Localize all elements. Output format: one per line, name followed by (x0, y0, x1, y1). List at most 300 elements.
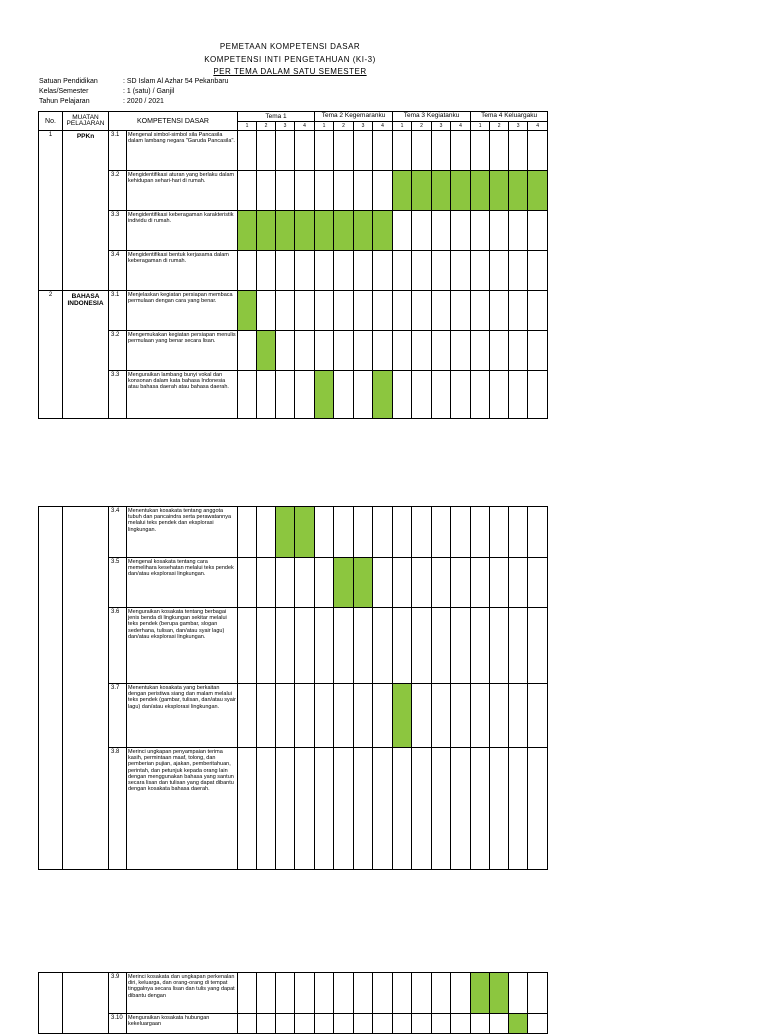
week-cell (490, 131, 509, 171)
week-cell (412, 507, 432, 558)
meta-value-satuan: : SD Islam Al Azhar 54 Pekanbaru (123, 78, 229, 85)
kd-number: 3.9 (109, 973, 127, 1014)
week-cell (490, 608, 509, 684)
week-cell (334, 211, 354, 251)
table-row (39, 684, 548, 748)
week-cell (509, 171, 528, 211)
week-cell (257, 973, 276, 1014)
week-cell (354, 331, 373, 371)
kd-description: Mengenal kosakata tentang cara memelihara kesehatan melalui teks pendek dan/atau eksplorasi lingkungan. (127, 558, 238, 608)
table-row (39, 608, 548, 684)
row-number (39, 558, 63, 608)
week-cell (257, 291, 276, 331)
week-cell (276, 558, 295, 608)
subject-name (63, 507, 109, 558)
week-cell (412, 251, 432, 291)
kd-number: 3.8 (109, 748, 127, 870)
week-cell (451, 371, 471, 419)
week-cell (451, 684, 471, 748)
week-cell (509, 973, 528, 1014)
row-number (39, 684, 63, 748)
week-cell (471, 684, 490, 748)
week-cell (432, 131, 451, 171)
week-cell (354, 131, 373, 171)
kd-description: Menguraikan kosakata hubungan kekeluargaan (127, 1014, 238, 1034)
week-cell (276, 371, 295, 419)
week-cell (257, 171, 276, 211)
week-cell (451, 608, 471, 684)
week-header: 4 (373, 122, 393, 131)
week-cell (451, 171, 471, 211)
week-cell (257, 211, 276, 251)
week-cell (295, 291, 315, 331)
week-cell (451, 507, 471, 558)
week-cell (295, 171, 315, 211)
week-cell (528, 608, 548, 684)
week-cell (432, 507, 451, 558)
meta-label-satuan: Satuan Pendidikan (39, 78, 98, 85)
week-cell (432, 331, 451, 371)
week-cell (412, 131, 432, 171)
week-cell (315, 748, 334, 870)
week-cell (295, 331, 315, 371)
week-header: 2 (490, 122, 509, 131)
week-cell (257, 331, 276, 371)
row-number (39, 973, 63, 1014)
meta-value-tahun: : 2020 / 2021 (123, 98, 164, 105)
kd-description: Menentukan kosakata yang berkaitan dengan peristiwa siang dan malam melalui teks pendek (gambar, tulisan, dan/atau syair lagu) dan/atau eksplorasi lingkungan. (127, 684, 238, 748)
week-cell (451, 748, 471, 870)
week-cell (490, 973, 509, 1014)
week-cell (373, 131, 393, 171)
table-row (39, 291, 548, 331)
week-cell (315, 973, 334, 1014)
week-cell (354, 558, 373, 608)
week-cell (509, 748, 528, 870)
week-cell (490, 171, 509, 211)
week-cell (295, 251, 315, 291)
week-cell (334, 291, 354, 331)
week-cell (276, 251, 295, 291)
week-cell (528, 131, 548, 171)
week-cell (238, 131, 257, 171)
week-cell (412, 973, 432, 1014)
week-cell (393, 684, 412, 748)
week-cell (373, 507, 393, 558)
kd-number: 3.7 (109, 684, 127, 748)
kd-description: Menentukan kosakata tentang anggota tubuh dan pancaindra serta perawatannya melalui teks pendek dan eksplorasi lingkungan. (127, 507, 238, 558)
week-cell (238, 748, 257, 870)
week-cell (412, 171, 432, 211)
subject-name (63, 251, 109, 291)
week-cell (238, 608, 257, 684)
week-cell (528, 507, 548, 558)
week-cell (334, 371, 354, 419)
week-header: 3 (432, 122, 451, 131)
week-cell (412, 748, 432, 870)
subject-name: BAHASA INDONESIA (63, 291, 109, 331)
week-cell (276, 331, 295, 371)
table-row (39, 131, 548, 171)
kd-number: 3.2 (109, 171, 127, 211)
week-cell (393, 171, 412, 211)
week-cell (238, 973, 257, 1014)
week-cell (276, 211, 295, 251)
week-cell (354, 251, 373, 291)
subject-name (63, 371, 109, 419)
week-cell (334, 507, 354, 558)
week-cell (354, 371, 373, 419)
week-cell (528, 251, 548, 291)
week-cell (432, 171, 451, 211)
week-cell (334, 558, 354, 608)
week-cell (471, 973, 490, 1014)
week-cell (295, 748, 315, 870)
kd-number: 3.3 (109, 211, 127, 251)
week-cell (354, 171, 373, 211)
week-cell (471, 748, 490, 870)
week-cell (373, 251, 393, 291)
week-cell (471, 331, 490, 371)
week-cell (432, 608, 451, 684)
week-cell (528, 331, 548, 371)
kd-description: Merinci kosakata dan ungkapan perkenalan diri, keluarga, dan orang-orang di tempat tinggalnya secara lisan dan tulis yang dapat dibantu dengan (127, 973, 238, 1014)
week-cell (238, 331, 257, 371)
week-cell (393, 331, 412, 371)
kd-number: 3.1 (109, 131, 127, 171)
week-header: 4 (451, 122, 471, 131)
meta-value-kelas: : 1 (satu) / Ganjil (123, 88, 175, 95)
meta-label-tahun: Tahun Pelajaran (39, 98, 90, 105)
subject-name (63, 608, 109, 684)
week-cell (238, 251, 257, 291)
kd-mapping-table-continued (38, 506, 548, 870)
week-cell (295, 211, 315, 251)
week-header: 1 (238, 122, 257, 131)
week-cell (354, 211, 373, 251)
week-cell (528, 211, 548, 251)
week-cell (315, 291, 334, 331)
week-cell (432, 558, 451, 608)
week-cell (276, 507, 295, 558)
kd-number: 3.5 (109, 558, 127, 608)
week-header: 3 (509, 122, 528, 131)
week-cell (471, 558, 490, 608)
week-cell (432, 684, 451, 748)
week-cell (315, 331, 334, 371)
week-cell (393, 558, 412, 608)
subject-name: PPKn (63, 131, 109, 171)
table-row (39, 748, 548, 870)
week-cell (257, 558, 276, 608)
week-cell (393, 131, 412, 171)
title-line-2: KOMPETENSI INTI PENGETAHUAN (KI-3) (204, 55, 376, 64)
week-cell (471, 131, 490, 171)
kd-number: 3.2 (109, 331, 127, 371)
week-cell (257, 748, 276, 870)
week-cell (334, 973, 354, 1014)
row-number: 1 (39, 131, 63, 171)
week-cell (334, 171, 354, 211)
week-cell (315, 608, 334, 684)
week-cell (471, 171, 490, 211)
week-cell (315, 211, 334, 251)
subject-name (63, 684, 109, 748)
week-cell (509, 507, 528, 558)
week-cell (354, 507, 373, 558)
week-cell (238, 507, 257, 558)
week-header: 3 (354, 122, 373, 131)
week-cell (373, 748, 393, 870)
week-cell (373, 171, 393, 211)
week-cell (432, 371, 451, 419)
week-cell (354, 684, 373, 748)
week-cell (490, 211, 509, 251)
subject-name (63, 973, 109, 1014)
week-cell (509, 558, 528, 608)
week-cell (528, 558, 548, 608)
table-row (39, 507, 548, 558)
kd-description: Mengidentifikasi aturan yang berlaku dalam kehidupan sehari-hari di rumah. (127, 171, 238, 211)
week-header: 2 (412, 122, 432, 131)
title-line-3: PER TEMA DALAM SATU SEMESTER (213, 67, 367, 76)
week-header: 2 (257, 122, 276, 131)
week-cell (451, 973, 471, 1014)
week-cell (238, 211, 257, 251)
week-header: 4 (295, 122, 315, 131)
week-cell (334, 131, 354, 171)
week-cell (315, 171, 334, 211)
week-header: 4 (528, 122, 548, 131)
week-cell (257, 608, 276, 684)
table-row (39, 558, 548, 608)
week-cell (315, 507, 334, 558)
week-cell (276, 748, 295, 870)
subject-name (63, 171, 109, 211)
week-cell (509, 291, 528, 331)
col-header-kd: KOMPETENSI DASAR (109, 112, 238, 131)
week-cell (509, 131, 528, 171)
week-cell (471, 211, 490, 251)
week-cell (257, 251, 276, 291)
week-cell (471, 608, 490, 684)
week-cell (490, 331, 509, 371)
kd-number: 3.10 (109, 1014, 127, 1034)
week-cell (393, 608, 412, 684)
week-cell (432, 251, 451, 291)
theme-header-1: Tema 1 (238, 112, 315, 122)
row-number (39, 171, 63, 211)
week-cell (528, 371, 548, 419)
meta-label-kelas: Kelas/Semester (39, 88, 89, 95)
week-cell (451, 251, 471, 291)
week-cell (276, 684, 295, 748)
week-cell (490, 291, 509, 331)
week-cell (471, 507, 490, 558)
week-cell (373, 558, 393, 608)
week-cell (295, 973, 315, 1014)
week-cell (373, 331, 393, 371)
week-cell (238, 171, 257, 211)
week-cell (295, 684, 315, 748)
week-cell (334, 331, 354, 371)
week-cell (412, 684, 432, 748)
subject-name (63, 211, 109, 251)
week-cell (238, 371, 257, 419)
row-number (39, 371, 63, 419)
kd-description: Menguraikan kosakata tentang berbagai jenis benda di lingkungan sekitar melalui teks pendek (berupa gambar, slogan sederhana, tulisan, dan/atau syair lagu) dan/atau eksplorasi lingkungan. (127, 608, 238, 684)
week-header: 3 (276, 122, 295, 131)
week-cell (471, 251, 490, 291)
week-cell (393, 748, 412, 870)
title-line-1: PEMETAAN KOMPETENSI DASAR (219, 42, 361, 51)
col-header-no: No. (39, 112, 63, 131)
week-cell (412, 291, 432, 331)
week-cell (509, 211, 528, 251)
kd-description: Merinci ungkapan penyampaian terima kasih, permintaan maaf, tolong, dan pemberian pujian, ajakan, pemberitahuan, perintah, dan petunjuk kepada orang lain dengan menggunakan bahasa yang santun secara lisan dan tulisan yang dapat dibantu dengan kosakata bahasa daerah. (127, 748, 238, 870)
week-cell (451, 211, 471, 251)
kd-description: Mengenal simbol-simbol sila Pancasila dalam lambang negara "Garuda Pancasila". (127, 131, 238, 171)
row-number (39, 211, 63, 251)
week-cell (295, 558, 315, 608)
week-cell (315, 371, 334, 419)
week-cell (393, 291, 412, 331)
week-cell (393, 371, 412, 419)
kd-mapping-table (38, 111, 548, 419)
week-cell (432, 291, 451, 331)
week-cell (432, 211, 451, 251)
week-cell (238, 291, 257, 331)
week-cell (528, 684, 548, 748)
week-cell (432, 748, 451, 870)
week-cell (315, 131, 334, 171)
subject-name (63, 331, 109, 371)
week-cell (393, 973, 412, 1014)
table-row (39, 371, 548, 419)
row-number (39, 331, 63, 371)
table-row (39, 973, 548, 1014)
week-cell (295, 371, 315, 419)
week-cell (373, 684, 393, 748)
week-cell (354, 291, 373, 331)
week-cell (528, 171, 548, 211)
week-cell (451, 331, 471, 371)
week-cell (257, 371, 276, 419)
row-number (39, 507, 63, 558)
kd-number: 3.4 (109, 251, 127, 291)
kd-description: Menjelaskan kegiatan persiapan membaca permulaan dengan cara yang benar. (127, 291, 238, 331)
week-cell (412, 331, 432, 371)
week-cell (373, 291, 393, 331)
week-header: 1 (393, 122, 412, 131)
week-cell (471, 371, 490, 419)
week-cell (509, 251, 528, 291)
week-cell (490, 748, 509, 870)
week-cell (354, 748, 373, 870)
theme-header-2: Tema 2 Kegemaranku (315, 112, 393, 122)
week-cell (471, 291, 490, 331)
week-cell (315, 684, 334, 748)
week-cell (276, 131, 295, 171)
week-cell (295, 507, 315, 558)
week-cell (257, 507, 276, 558)
theme-header-3: Tema 3 Kegiatanku (393, 112, 471, 122)
week-cell (509, 371, 528, 419)
week-cell (393, 251, 412, 291)
week-cell (451, 558, 471, 608)
week-cell (334, 251, 354, 291)
row-number (39, 608, 63, 684)
subject-name (63, 748, 109, 870)
week-cell (451, 131, 471, 171)
week-header: 1 (471, 122, 490, 131)
week-cell (373, 973, 393, 1014)
theme-header-4: Tema 4 Keluargaku (471, 112, 548, 122)
week-cell (451, 291, 471, 331)
week-cell (334, 608, 354, 684)
week-header: 1 (315, 122, 334, 131)
week-cell (354, 973, 373, 1014)
week-cell (334, 748, 354, 870)
subject-name (63, 558, 109, 608)
week-cell (295, 131, 315, 171)
week-cell (412, 211, 432, 251)
week-cell (509, 608, 528, 684)
week-cell (393, 211, 412, 251)
week-cell (315, 251, 334, 291)
week-cell (276, 291, 295, 331)
week-cell (509, 331, 528, 371)
week-cell (276, 608, 295, 684)
kd-description: Menguraikan lambang bunyi vokal dan konsonan dalam kata bahasa Indonesia atau bahasa daerah atau bahasa daerah. (127, 371, 238, 419)
week-cell (295, 608, 315, 684)
row-number (39, 251, 63, 291)
week-cell (373, 211, 393, 251)
table-row (39, 331, 548, 371)
week-cell (528, 291, 548, 331)
week-cell (373, 608, 393, 684)
week-cell (393, 507, 412, 558)
col-header-muatan: MUATAN PELAJARAN (63, 112, 109, 131)
week-cell (432, 973, 451, 1014)
week-cell (412, 558, 432, 608)
week-cell (490, 558, 509, 608)
week-cell (257, 131, 276, 171)
row-number: 2 (39, 291, 63, 331)
table-row (39, 211, 548, 251)
week-cell (334, 684, 354, 748)
week-cell (490, 371, 509, 419)
week-cell (238, 684, 257, 748)
row-number (39, 748, 63, 870)
table-row (39, 171, 548, 211)
week-header: 2 (334, 122, 354, 131)
week-cell (490, 684, 509, 748)
kd-number: 3.1 (109, 291, 127, 331)
week-cell (238, 558, 257, 608)
week-cell (412, 371, 432, 419)
week-cell (276, 171, 295, 211)
week-cell (528, 748, 548, 870)
week-cell (315, 558, 334, 608)
week-cell (490, 507, 509, 558)
table-row (39, 251, 548, 291)
week-cell (354, 608, 373, 684)
week-cell (373, 371, 393, 419)
kd-number: 3.3 (109, 371, 127, 419)
week-cell (276, 973, 295, 1014)
kd-description: Mengemukakan kegiatan persiapan menulis permulaan yang benar secara lisan. (127, 331, 238, 371)
